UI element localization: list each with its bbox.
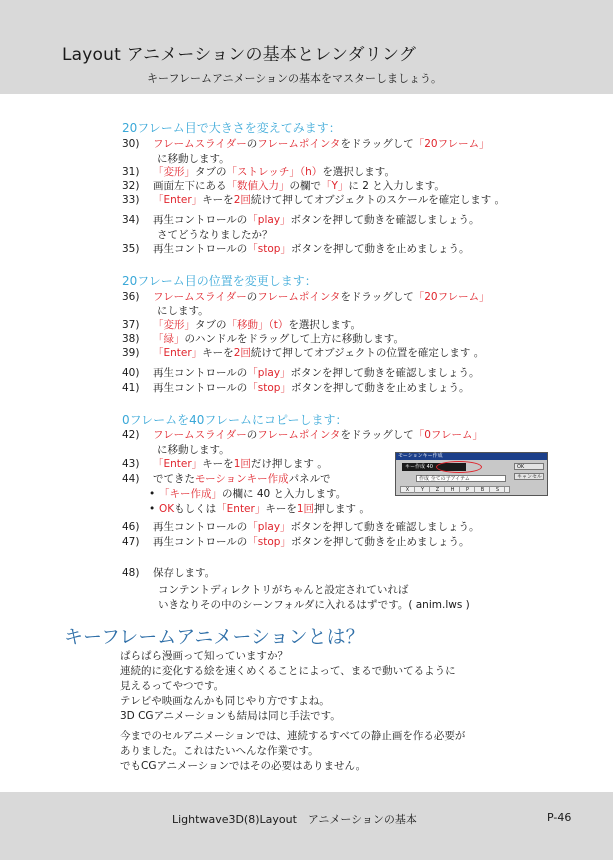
- step-continuation: [157, 304, 209, 318]
- create-key-label: キー作成: [405, 464, 426, 470]
- highlight-text: フレームポインタ: [257, 429, 341, 441]
- step-item: [122, 318, 361, 332]
- step-text: に移動します。: [157, 444, 230, 456]
- create-select-label: 作成: [419, 476, 430, 482]
- step-number: 30): [122, 138, 140, 150]
- step-number: 32): [122, 180, 140, 192]
- step-text: を選択します。: [322, 166, 395, 178]
- step-text: でてきた: [153, 473, 195, 485]
- step-continuation: [157, 152, 230, 166]
- step-item: [122, 346, 484, 360]
- step-number: 40): [122, 367, 140, 379]
- step-text: タブの: [195, 319, 227, 331]
- para1-line-2: 連続的に変化する絵を速くめくることによって、まるで動いてるように: [120, 665, 456, 677]
- section-heading-copy: 0フレームを40フレームにコピーします：: [122, 413, 348, 427]
- highlight-text: 「stop」: [247, 536, 291, 548]
- highlight-text: 「Enter」: [153, 347, 203, 359]
- highlight-text: 「移動」（t）: [226, 319, 289, 331]
- step-text: を選択します。: [288, 319, 362, 331]
- step-number: 47): [122, 536, 140, 548]
- step-text: 続けて押してオブジェクトのスケールを確定します 。: [250, 194, 506, 206]
- highlight-text: 「20フレーム」: [413, 291, 490, 303]
- highlight-text: 「0フレーム」: [413, 429, 483, 441]
- highlight-text: 1回: [296, 503, 315, 515]
- step-48: [122, 566, 215, 580]
- highlight-text: 「数値入力」: [226, 180, 290, 192]
- step-text: 画面左下にある: [153, 180, 227, 192]
- create-select-value: 全ての子アイテム: [430, 476, 470, 482]
- step-text: タブの: [195, 166, 227, 178]
- step-text: キーを: [202, 458, 234, 470]
- step-text: 再生コントロールの: [153, 536, 248, 548]
- step-item: [122, 179, 445, 193]
- step-text: だけ押します 。: [250, 458, 328, 470]
- para1-line-4: テレビや映画なんかも同じやり方ですよね。: [120, 695, 330, 707]
- bullet-item: [149, 486, 346, 501]
- highlight-text: 「緑」: [153, 333, 185, 345]
- highlight-text: 1回: [233, 458, 251, 470]
- step-item: [122, 332, 404, 346]
- step-number: 34): [122, 214, 140, 226]
- step-text: のハンドルをドラッグして上方に移動します。: [184, 333, 404, 345]
- step-continuation: [157, 228, 273, 242]
- step-number: 31): [122, 166, 140, 178]
- step-text: にします。: [157, 305, 209, 317]
- step-number: 33): [122, 194, 140, 206]
- highlight-text: 「Enter」: [153, 458, 203, 470]
- step-text: もしくは: [174, 503, 217, 515]
- page-header: [0, 0, 613, 94]
- para2-line-3: でもCGアニメーションではその必要はありません。: [120, 760, 367, 772]
- page-footer: [0, 792, 613, 860]
- cancel-button[interactable]: キャンセル: [514, 473, 544, 480]
- step-text: ボタンを押して動きを止めましょう。: [290, 536, 470, 548]
- step-text: 再生コントロールの: [153, 521, 248, 533]
- step-item: [122, 193, 505, 207]
- highlight-text: フレームスライダー: [153, 291, 247, 303]
- highlight-text: 「Y」: [321, 180, 349, 192]
- step-number: 37): [122, 319, 140, 331]
- channel-toggle[interactable]: P: [461, 487, 475, 493]
- step-number: 42): [122, 429, 140, 441]
- step-text: キーを: [202, 194, 234, 206]
- channel-toggle[interactable]: S: [491, 487, 505, 493]
- step-text: に移動します。: [157, 153, 230, 165]
- step-text: パネルで: [288, 473, 331, 485]
- step-text: さてどうなりましたか？: [157, 229, 273, 241]
- para1-line-3: 見えるってやつです。: [120, 680, 225, 692]
- footer-title: Lightwave3D(8)Layout アニメーションの基本: [172, 813, 417, 826]
- step-number: 36): [122, 291, 140, 303]
- highlight-text: 「play」: [247, 521, 291, 533]
- step-item: [122, 520, 480, 534]
- ok-button[interactable]: OK: [514, 463, 544, 470]
- page-subtitle: キーフレームアニメーションの基本をマスターしましょう。: [147, 72, 443, 85]
- step-text: 押します 。: [314, 503, 370, 515]
- para1-line-5: 3D CGアニメーションも結局は同じ手法です。: [120, 710, 341, 722]
- highlight-text: 「play」: [247, 214, 291, 226]
- step-text: ボタンを押して動きを止めましょう。: [290, 382, 470, 394]
- bullet-dot-icon: •: [149, 488, 156, 500]
- highlight-text: 「Enter」: [153, 194, 203, 206]
- highlight-text: 「stop」: [247, 382, 291, 394]
- step-text: の欄に 40 と入力します。: [222, 488, 347, 500]
- step-number: 39): [122, 347, 140, 359]
- highlight-text: 「キー作成」: [159, 488, 222, 500]
- highlight-text: 「Enter」: [216, 503, 266, 515]
- step-item: [122, 381, 469, 395]
- highlight-text: 2回: [233, 194, 251, 206]
- bullet-item: [149, 501, 370, 516]
- step-text: の: [246, 429, 258, 441]
- step-text: をドラッグして: [340, 138, 414, 150]
- highlight-text: OK: [159, 503, 175, 515]
- step-continuation: [157, 443, 230, 457]
- step-number: 38): [122, 333, 140, 345]
- step-text: ボタンを押して動きを確認しましょう。: [290, 521, 480, 533]
- step-text: 続けて押してオブジェクトの位置を確定します 。: [250, 347, 485, 359]
- step-text: の: [246, 138, 258, 150]
- create-key-value: 40: [426, 464, 433, 470]
- highlight-text: 「play」: [247, 367, 291, 379]
- step-item: [122, 472, 331, 486]
- step-text: 再生コントロールの: [153, 214, 248, 226]
- step-item: [122, 242, 469, 256]
- step-text: の: [246, 291, 258, 303]
- step-text: に 2 と入力します。: [348, 180, 445, 192]
- step-number: 35): [122, 243, 140, 255]
- step-text: 再生コントロールの: [153, 367, 248, 379]
- channel-toggle[interactable]: Z: [431, 487, 445, 493]
- page-title: Layout アニメーションの基本とレンダリング: [62, 45, 417, 65]
- section-heading-move: 20フレーム目の位置を変更します：: [122, 274, 317, 288]
- step-item: [122, 366, 480, 380]
- step-text: をドラッグして: [340, 429, 414, 441]
- step-item: [122, 137, 490, 151]
- channel-row: [400, 486, 510, 493]
- highlight-text: モーションキー作成: [195, 473, 289, 485]
- step-number: 44): [122, 473, 140, 485]
- step-item: [122, 457, 328, 471]
- para2-line-1: 今までのセルアニメーションでは、連続するすべての静止画を作る必要が: [120, 730, 466, 742]
- highlight-text: 2回: [233, 347, 251, 359]
- step-text: キーを: [202, 347, 234, 359]
- step-item: [122, 290, 490, 304]
- highlight-text: フレームポインタ: [257, 138, 341, 150]
- highlight-text: 「ストレッチ」（h）: [226, 166, 323, 178]
- create-select: [416, 475, 506, 482]
- channel-toggle[interactable]: B: [476, 487, 490, 493]
- para2-line-2: ありました。これはたいへんな作業です。: [120, 745, 319, 757]
- save-line-2: いきなりその中のシーンフォルダに入れるはずです。( anim.lws ): [158, 599, 470, 611]
- para1-line-1: ぱらぱら漫画って知っていますか？: [120, 650, 288, 662]
- step-number: 43): [122, 458, 140, 470]
- step-text: キーを: [265, 503, 297, 515]
- highlight-text: フレームスライダー: [153, 138, 247, 150]
- highlight-circle: [436, 461, 482, 473]
- step-text: 再生コントロールの: [153, 382, 248, 394]
- step-text: 保存します。: [153, 567, 216, 579]
- section-heading-scale: 20フレーム目で大きさを変えてみます：: [122, 121, 341, 135]
- highlight-text: 「変形」: [153, 166, 195, 178]
- save-line-1: コンテントディレクトリがちゃんと設定されていれば: [158, 584, 409, 596]
- step-text: の欄で: [289, 180, 321, 192]
- channel-toggle[interactable]: Y: [416, 487, 430, 493]
- step-text: ボタンを押して動きを止めましょう。: [290, 243, 470, 255]
- step-text: 再生コントロールの: [153, 243, 248, 255]
- highlight-text: フレームスライダー: [153, 429, 247, 441]
- step-text: ボタンを押して動きを確認しましょう。: [290, 367, 480, 379]
- step-number: 48): [122, 567, 140, 579]
- bullet-dot-icon: •: [149, 503, 156, 515]
- step-item: [122, 165, 395, 179]
- step-item: [122, 213, 480, 227]
- highlight-text: 「stop」: [247, 243, 291, 255]
- step-text: ボタンを押して動きを確認しましょう。: [290, 214, 480, 226]
- step-number: 46): [122, 521, 140, 533]
- motion-key-dialog: [395, 452, 548, 496]
- highlight-text: フレームポインタ: [257, 291, 341, 303]
- channel-toggle[interactable]: X: [401, 487, 415, 493]
- step-item: [122, 428, 483, 442]
- step-number: 41): [122, 382, 140, 394]
- dialog-title: モーションキー作成: [396, 453, 547, 460]
- keyframe-title: キーフレームアニメーションとは？: [64, 626, 365, 648]
- step-item: [122, 535, 469, 549]
- page-number: P-46: [547, 811, 572, 824]
- highlight-text: 「変形」: [153, 319, 195, 331]
- channel-toggle[interactable]: H: [446, 487, 460, 493]
- highlight-text: 「20フレーム」: [413, 138, 490, 150]
- step-text: をドラッグして: [340, 291, 414, 303]
